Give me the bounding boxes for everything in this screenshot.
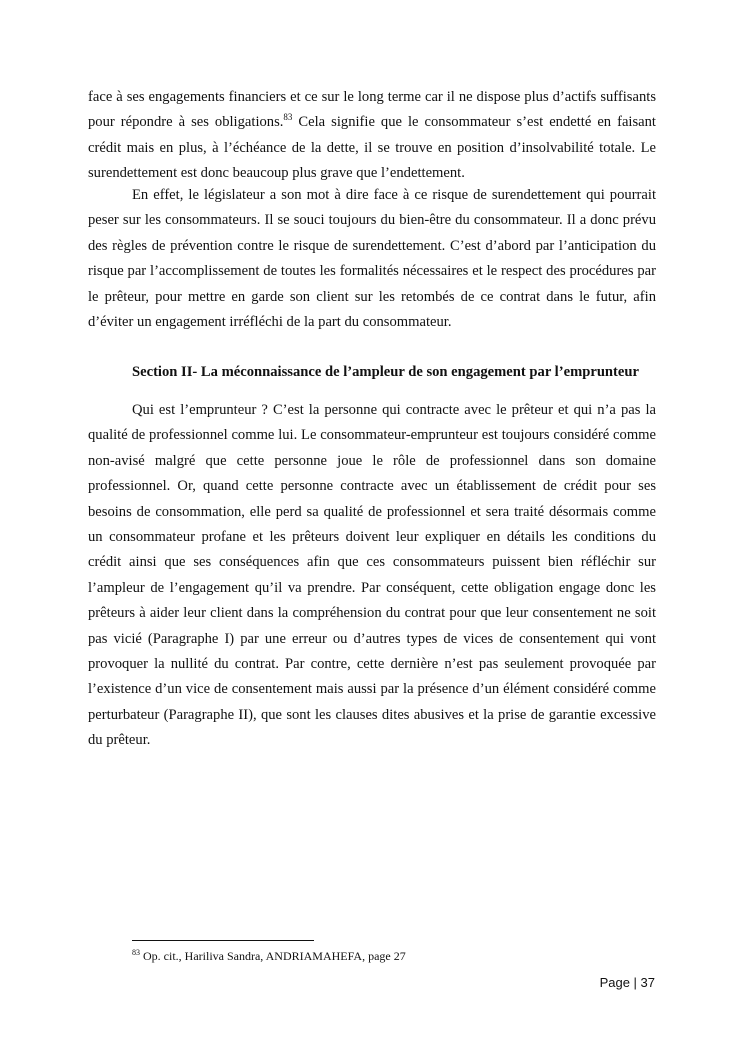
footnote-83	[132, 948, 406, 964]
body-paragraph-1	[88, 85, 656, 187]
paragraph-1-text-end: Cela signifie que le consommateur s’est endetté en faisant crédit mais en plus, à l’échéance de la dette, il se trouve en position d’insolvabilité totale. Le surendettement est donc beaucoup plus grave que l’endettement.	[88, 114, 656, 182]
paragraph-1-text-start: face à ses engagements financiers et ce sur le long terme car il ne dispose plus d’actifs suffisants pour répondre à ses obligations.	[88, 89, 656, 131]
footnote-text: Op. cit., Hariliva Sandra, ANDRIAMAHEFA, page 27	[143, 949, 406, 963]
body-paragraph-3: Qui est l’emprunteur ? C’est la personne qui contracte avec le prêteur et qui n’a pas la qualité de professionnel comme lui. Le consommateur-emprunteur est toujours considéré comme non-avisé malgré que cette personne joue le rôle de professionnel dans son domaine professionnel. Or, quand cette personne contracte avec un établissement de crédit pour ses besoins de consommation, elle perd sa qualité de professionnel et sera traité désormais comme un consommateur profane et les prêteurs doivent leur expliquer en détails les conditions du crédit ainsi que ses conséquences afin que ces consommateurs puissent bien réfléchir sur l’ampleur de l’engagement qu’il va prendre. Par conséquent, cette obligation engage donc les prêteurs à aider leur client dans la compréhension du contrat pour que leur consentement ne soit pas vicié (Paragraphe I) par une erreur ou d’autres types de vices de consentement qui vont provoquer la nullité du contrat. Par contre, cette dernière n’est pas seulement provoquée par l’existence d’un vice de consentement mais aussi par la présence d’un élément considéré comme perturbateur (Paragraphe II), que sont les clauses dites abusives et la prise de garantie excessive du prêteur.	[88, 402, 656, 749]
footnote-reference-83[interactable]: 83	[283, 112, 293, 123]
page-number: Page | 37	[599, 975, 655, 990]
footnote-number: 83	[132, 948, 140, 957]
body-paragraph-2: En effet, le législateur a son mot à dire face à ce risque de surendettement qui pourrait peser sur les consommateurs. Il se souci toujours du bien-être du consommateur. Il a donc prévu des règles de prévention contre le risque de surendettement. C’est d’abord par l’anticipation du risque par l’accomplissement de toutes les formalités nécessaires et le respect des procédures par le prêteur, pour mettre en garde son client sur les retombés de ce contrat dans le futur, afin d’éviter un engagement irréfléchi de la part du consommateur.	[88, 187, 656, 331]
footnote-separator	[132, 940, 314, 941]
section-heading: Section II- La méconnaissance de l’ampleur de son engagement par l’emprunteur	[132, 364, 639, 380]
